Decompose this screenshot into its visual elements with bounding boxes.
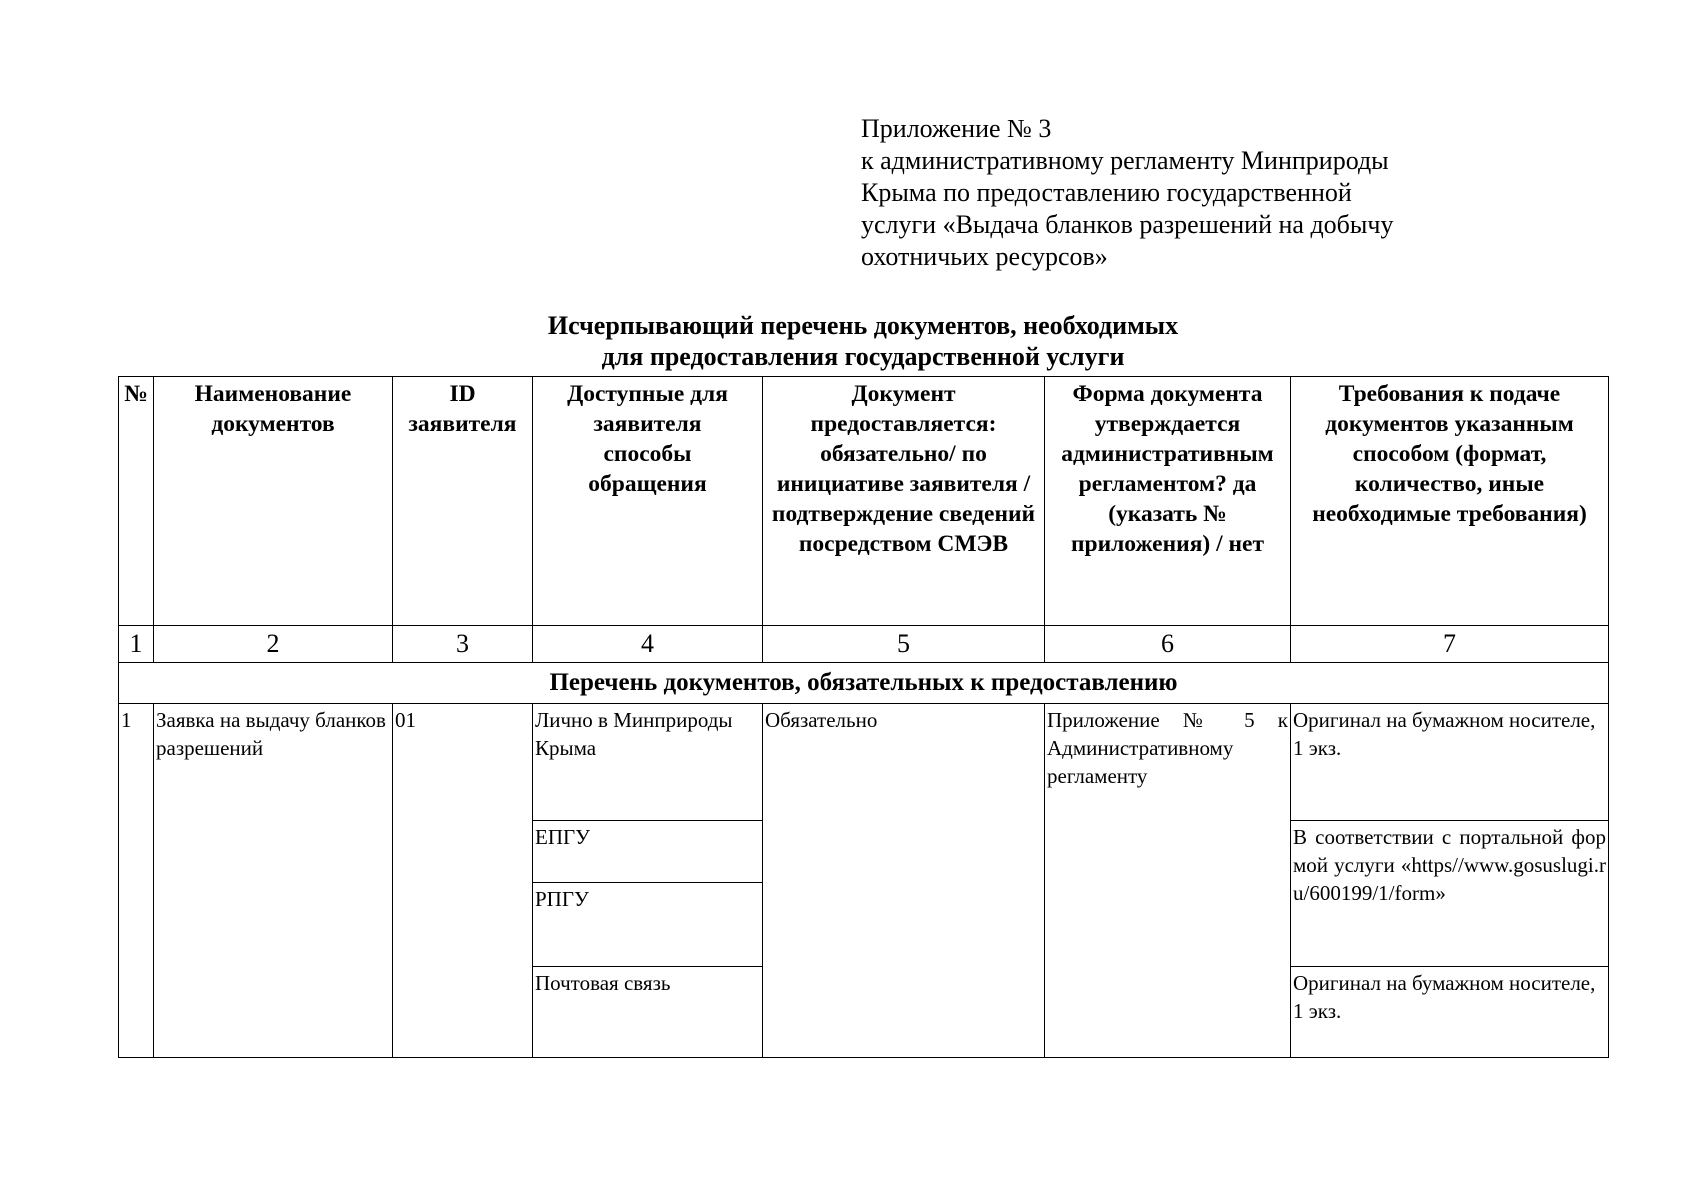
form-cell: Приложение № 5 к Административному регламенту (1045, 704, 1291, 1058)
document-name-cell: Заявка на выдачу бланков разрешений (154, 704, 393, 1058)
requirement-paper: Оригинал на бумажном носителе, 1 экз. (1291, 704, 1609, 821)
header-access-methods: Доступные для заявителя способы обращения (533, 377, 763, 626)
requirement-portal: В соответствии с портальной формой услуги «https//www.gosuslugi.ru/600199/1/form» (1291, 821, 1609, 967)
header-document-name: Наименование документов (154, 377, 393, 626)
column-number: 5 (763, 626, 1045, 663)
column-number: 4 (533, 626, 763, 663)
header-applicant-id: ID заявителя (393, 377, 533, 626)
document-title (118, 310, 1608, 372)
applicant-id-cell: 01 (393, 704, 533, 1058)
appendix-line: к административному регламенту Минприроды (861, 146, 1389, 175)
header-requirements: Требования к подаче документов указанным способом (формат, количество, иные необходимые требования) (1291, 377, 1609, 626)
title-line-2: для предоставления государственной услуги (601, 342, 1125, 371)
column-number: 6 (1045, 626, 1291, 663)
requirement-paper: Оригинал на бумажном носителе, 1 экз. (1291, 967, 1609, 1058)
row-number: 1 (119, 704, 154, 1058)
method-epgu: ЕПГУ (533, 821, 763, 883)
mandatory-cell: Обязательно (763, 704, 1045, 1058)
header-number: № (119, 377, 154, 626)
column-number: 1 (119, 626, 154, 663)
column-number: 2 (154, 626, 393, 663)
appendix-line: охотничьих ресурсов» (861, 242, 1108, 271)
column-number: 3 (393, 626, 533, 663)
appendix-line: Приложение № 3 (861, 114, 1052, 143)
header-form-approval: Форма документа утверждается административным регламентом? да (указать № приложения) / нет (1045, 377, 1291, 626)
documents-table (118, 376, 1609, 1058)
header-provision-type: Документ предоставляется: обязательно/ по инициативе заявителя /подтверждение сведений посредством СМЭВ (763, 377, 1045, 626)
table-row (119, 704, 1609, 821)
method-rpgu: РПГУ (533, 883, 763, 967)
appendix-line: услуги «Выдача бланков разрешений на добычу (861, 210, 1394, 239)
section-title: Перечень документов, обязательных к предоставлению (119, 663, 1609, 704)
header-row (119, 377, 1609, 626)
method-post: Почтовая связь (533, 967, 763, 1058)
column-number: 7 (1291, 626, 1609, 663)
appendix-line: Крыма по предоставлению государственной (861, 178, 1352, 207)
section-row (119, 663, 1609, 704)
column-number-row (119, 626, 1609, 663)
method-in-person: Лично в Минприроды Крыма (533, 704, 763, 821)
appendix-note (861, 113, 1501, 273)
title-line-1: Исчерпывающий перечень документов, необходимых (547, 311, 1179, 340)
